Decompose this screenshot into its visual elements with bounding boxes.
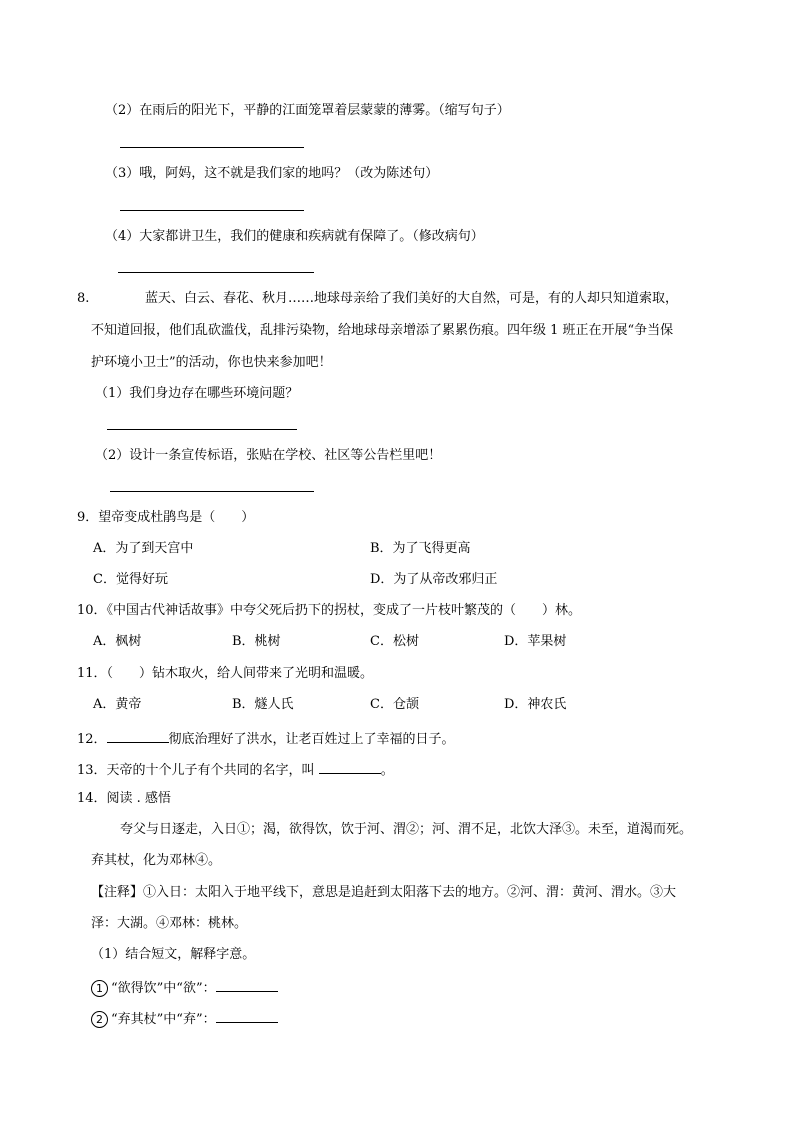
q11-option-b[interactable]: B．燧人氏 — [232, 697, 294, 712]
q13-end: 。 — [380, 763, 394, 778]
q14-item-2-answer-blank[interactable] — [216, 1008, 278, 1023]
q14-passage-line-2: 弃其杖，化为邓林④。 — [91, 853, 222, 868]
q11-option-d[interactable]: D．神农氏 — [504, 697, 567, 712]
q8-number: 8. — [77, 291, 90, 306]
q12-text: 彻底治理好了洪水，让老百姓过上了幸福的日子。 — [168, 732, 455, 747]
q14-note-line-1: 【注释】①入日：太阳入于地平线下，意思是追赶到太阳落下去的地方。②河、渭：黄河、渭水。③大 — [91, 885, 677, 900]
q9-option-c[interactable]: C．觉得好玩 — [93, 572, 168, 587]
q8-paragraph-line-1: 蓝天、白云、春花、秋月……地球母亲给了我们美好的大自然，可是，有的人却只知道索取， — [145, 291, 679, 306]
q7-item-4: （4）大家都讲卫生，我们的健康和疾病就有保障了。（修改病句） — [105, 229, 484, 244]
q11-stem: 11．（ ）钻木取火，给人间带来了光明和温暖。 — [77, 666, 374, 681]
q9-option-a[interactable]: A．为了到天宫中 — [93, 541, 194, 556]
q14-sub-question-1: （1）结合短文，解释字意。 — [91, 947, 256, 962]
q9-option-b[interactable]: B．为了飞得更高 — [370, 541, 471, 556]
q10-stem: 10．《中国古代神话故事》中夸父死后扔下的拐杖，变成了一片枝叶繁茂的（ ）林。 — [77, 603, 582, 618]
circled-number-1: 1 — [91, 980, 108, 997]
q14-item-1-text: “欲得饮”中“欲”： — [111, 981, 216, 996]
q7-item-3: （3）哦，阿妈，这不就是我们家的地吗？（改为陈述句） — [105, 166, 439, 181]
q14-title: 14．阅读 . 感悟 — [77, 791, 171, 806]
q12-number: 12． — [77, 732, 107, 747]
answer-line-q7-3[interactable] — [120, 210, 304, 211]
q14-note-line-2: 泽：大湖。④邓林：桃林。 — [91, 916, 248, 931]
q13-text: 13．天帝的十个儿子有个共同的名字，叫 — [77, 763, 319, 778]
q13-line — [77, 759, 394, 780]
q14-item-2-text: “弃其杖”中“弃”： — [111, 1012, 216, 1027]
q9-stem: 9．望帝变成杜鹃鸟是（ ） — [77, 510, 255, 525]
q14-item-1-answer-blank[interactable] — [216, 977, 278, 992]
answer-line-q8-1[interactable] — [107, 429, 297, 430]
q8-paragraph-line-3: 护环境小卫士”的活动，你也快来参加吧！ — [91, 355, 332, 370]
q10-option-a[interactable]: A．枫树 — [93, 634, 142, 649]
q14-item-2 — [91, 1008, 278, 1029]
q14-item-1 — [91, 977, 278, 998]
q7-item-2: （2）在雨后的阳光下，平静的江面笼罩着层蒙蒙的薄雾。（缩写句子） — [105, 103, 510, 118]
q14-passage-line-1: 夸父与日逐走，入日①；渴，欲得饮，饮于河、渭②；河、渭不足，北饮大泽③。未至，道渴而死。 — [120, 822, 693, 837]
q10-option-b[interactable]: B．桃树 — [232, 634, 281, 649]
q8-sub-question-1: （1）我们身边存在哪些环境问题？ — [95, 386, 299, 401]
circled-number-2: 2 — [91, 1011, 108, 1028]
q10-option-d[interactable]: D．苹果树 — [504, 634, 567, 649]
q8-sub-question-2: （2）设计一条宣传标语，张贴在学校、社区等公告栏里吧！ — [95, 448, 442, 463]
q12-answer-blank[interactable] — [107, 728, 169, 743]
q10-option-c[interactable]: C．松树 — [370, 634, 419, 649]
q9-option-d[interactable]: D．为了从帝改邪归正 — [370, 572, 498, 587]
q12-line — [77, 728, 455, 749]
q13-answer-blank[interactable] — [319, 759, 381, 774]
q8-paragraph-line-2: 不知道回报，他们乱砍滥伐，乱排污染物，给地球母亲增添了累累伤痕。四年级 1 班正在开展“争当保 — [91, 323, 674, 338]
answer-line-q7-2[interactable] — [120, 147, 304, 148]
q11-option-c[interactable]: C．仓颉 — [370, 697, 419, 712]
answer-line-q7-4[interactable] — [118, 272, 314, 273]
q11-option-a[interactable]: A．黄帝 — [93, 697, 142, 712]
answer-line-q8-2[interactable] — [110, 491, 314, 492]
